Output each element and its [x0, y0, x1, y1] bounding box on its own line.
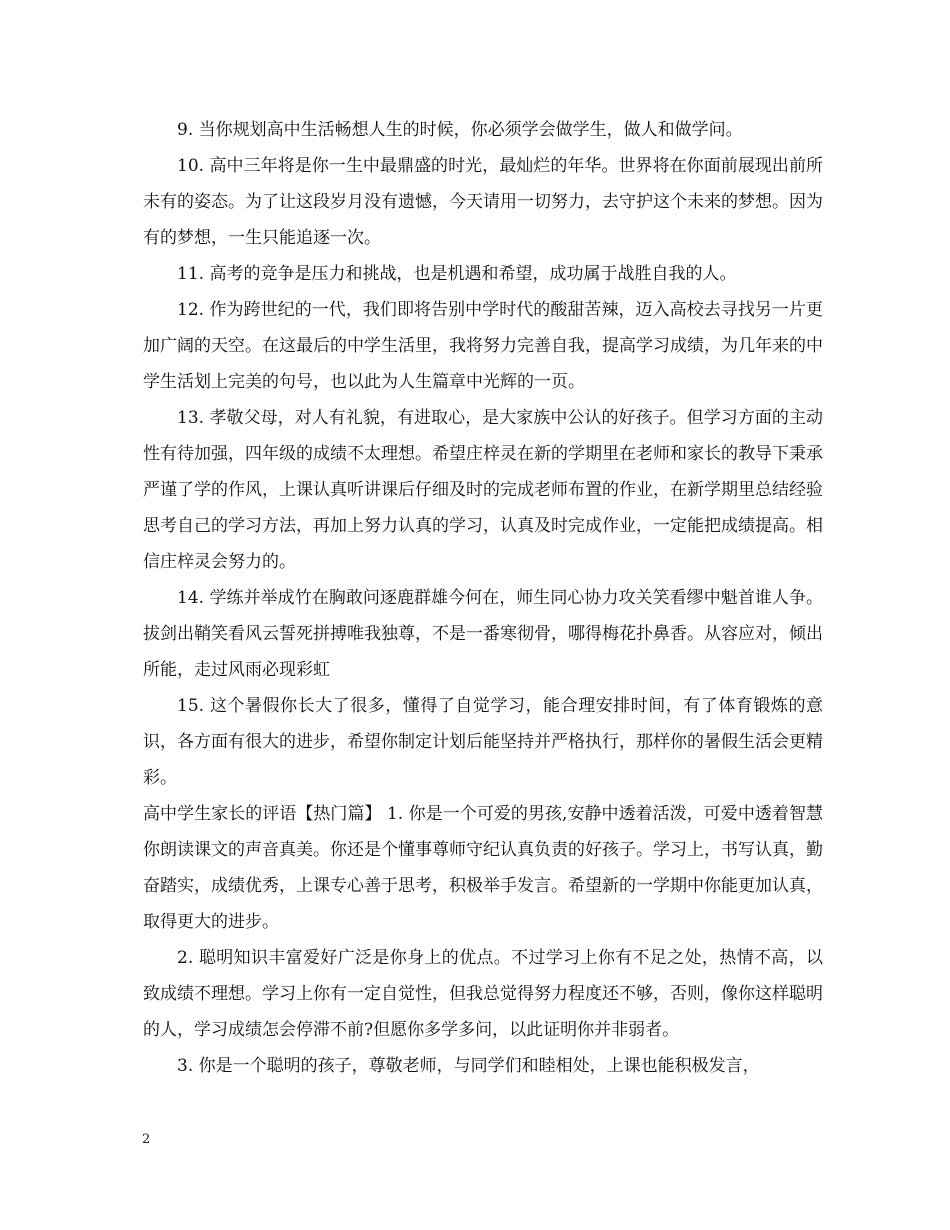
page-number: 2	[142, 1132, 151, 1147]
paragraph-2: 2. 聪明知识丰富爱好广泛是你身上的优点。不过学习上你有不足之处，热情不高，以致成绩不理想。学习上你有一定自觉性，但我总觉得努力程度还不够，否则，像你这样聪明的人，学习成绩怎会停滞不前?但愿你多学多问，以此证明你并非弱者。	[143, 948, 823, 1040]
paragraph-15: 15. 这个暑假你长大了很多，懂得了自觉学习，能合理安排时间，有了体育锻炼的意识，各方面有很大的进步，希望你制定计划后能坚持并严格执行，那样你的暑假生活会更精彩。	[143, 696, 823, 788]
paragraph-11: 11. 高考的竞争是压力和挑战，也是机遇和希望，成功属于战胜自我的人。	[177, 264, 737, 284]
paragraph-9: 9. 当你规划高中生活畅想人生的时候，你必须学会做学生，做人和做学问。	[177, 120, 743, 140]
paragraph-12: 12. 作为跨世纪的一代，我们即将告别中学时代的酸甜苦辣，迈入高校去寻找另一片更加广阔的天空。在这最后的中学生活里，我将努力完善自我，提高学习成绩，为几年来的中学生活划上完美的句号，也以此为人生篇章中光辉的一页。	[143, 300, 823, 392]
section-heading-paragraph-1: 高中学生家长的评语【热门篇】 1. 你是一个可爱的男孩,安静中透着活泼，可爱中透着智慧你朗读课文的声音真美。你还是个懂事尊师守纪认真负责的好孩子。学习上，书写认真，勤奋踏实，成绩优秀，上课专心善于思考，积极举手发言。希望新的一学期中你能更加认真，取得更大的进步。	[143, 804, 823, 932]
paragraph-14: 14. 学练并举成竹在胸敢问逐鹿群雄今何在，师生同心协力攻关笑看缪中魁首谁人争。拔剑出鞘笑看风云誓死拼搏唯我独尊，不是一番寒彻骨，哪得梅花扑鼻香。从容应对，倾出所能，走过风雨必现彩虹	[143, 588, 823, 680]
paragraph-13: 13. 孝敬父母，对人有礼貌，有进取心，是大家族中公认的好孩子。但学习方面的主动性有待加强，四年级的成绩不太理想。希望庄梓灵在新的学期里在老师和家长的教导下秉承严谨了学的作风，上课认真听讲课后仔细及时的完成老师布置的作业，在新学期里总结经验思考自己的学习方法，再加上努力认真的学习，认真及时完成作业，一定能把成绩提高。相信庄梓灵会努力的。	[143, 408, 823, 572]
document-body	[143, 112, 823, 1084]
paragraph-3: 3. 你是一个聪明的孩子，尊敬老师，与同学们和睦相处，上课也能积极发言，	[177, 1056, 760, 1076]
paragraph-10: 10. 高中三年将是你一生中最鼎盛的时光，最灿烂的年华。世界将在你面前展现出前所未有的姿态。为了让这段岁月没有遗憾，今天请用一切努力，去守护这个未来的梦想。因为有的梦想，一生只能追逐一次。	[143, 156, 823, 248]
